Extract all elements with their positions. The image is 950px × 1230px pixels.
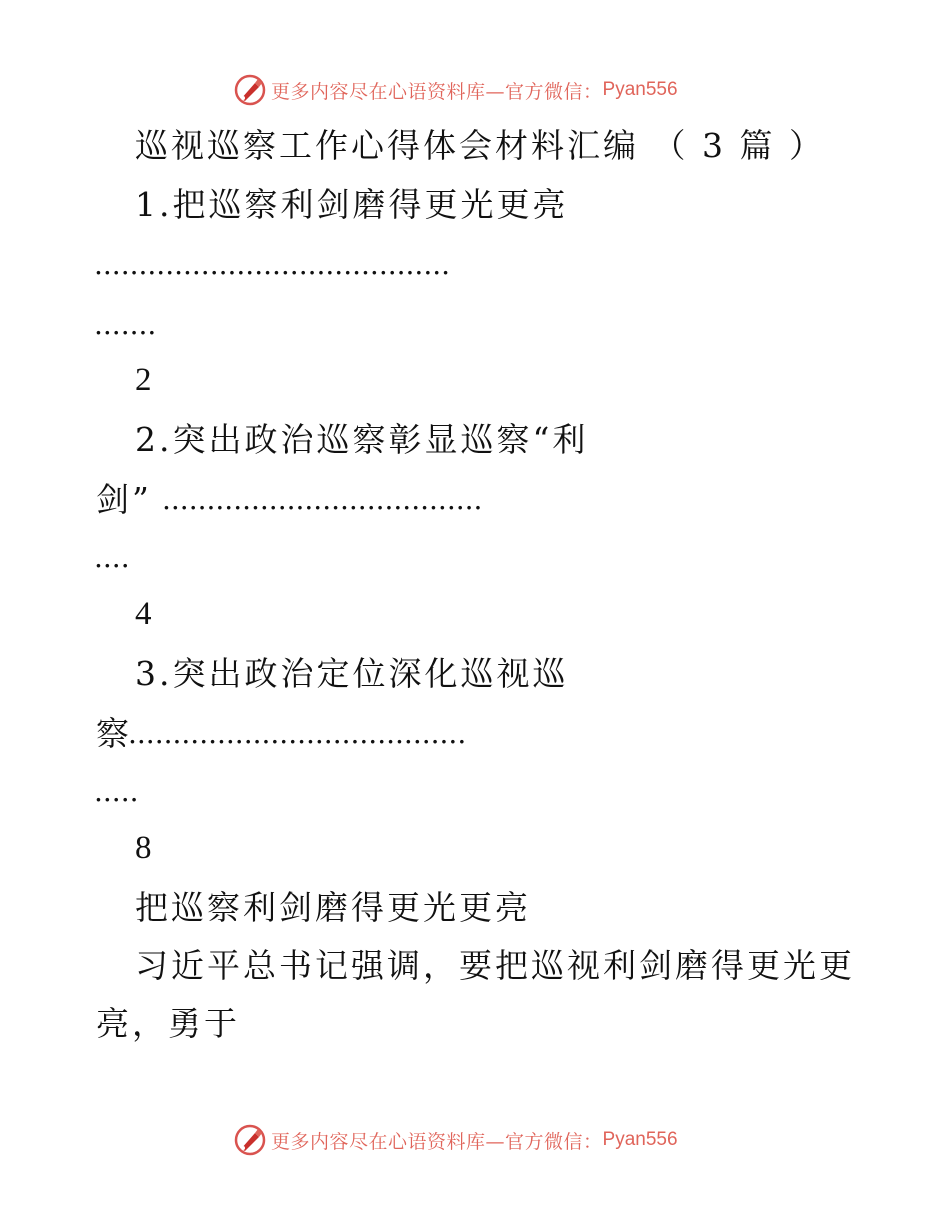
header-banner (233, 70, 678, 110)
toc-item-3-page: 8 (135, 830, 155, 866)
banner-text: 更多内容尽在心语资料库—官方微信： (271, 80, 603, 103)
toc-item-2-title-cont: 剑” (96, 480, 152, 519)
banner-text: 更多内容尽在心语资料库—官方微信： (271, 1130, 603, 1153)
pen-logo-icon (233, 1123, 267, 1157)
toc-item-3-title: 3.突出政治定位深化巡视巡 (135, 654, 569, 693)
document-title: 巡视巡察工作心得体会材料汇编 （ 3 篇 ） (135, 126, 825, 165)
pen-logo-icon (233, 73, 267, 107)
toc-item-2-leader-dots: .................................... (162, 483, 483, 516)
toc-item-2-title: 2.突出政治巡察彰显巡察“利 (135, 420, 589, 459)
toc-item-1-title: 1.把巡察利剑磨得更光更亮 (135, 185, 569, 224)
toc-item-1-leader-dots-cont: ....... (94, 308, 157, 341)
toc-item-1-leader-dots: ........................................ (94, 248, 451, 281)
toc-item-3-leader-dots: ...................................... (128, 717, 467, 750)
toc-item-1-page: 2 (135, 362, 155, 398)
body-paragraph-line-2: 亮，勇于 (96, 1004, 240, 1043)
banner-wechat-handle: Pyan556 (602, 1129, 678, 1150)
toc-item-3-leader-dots-cont: ..... (94, 775, 139, 808)
toc-item-2-page: 4 (135, 596, 155, 632)
section-heading: 把巡察利剑磨得更光更亮 (135, 888, 531, 927)
banner-wechat-handle: Pyan556 (602, 79, 678, 100)
toc-item-2-leader-dots-cont: .... (94, 541, 130, 574)
footer-banner (233, 1120, 678, 1160)
toc-item-3-title-cont: 察 (96, 714, 132, 753)
body-paragraph-line-1: 习近平总书记强调，要把巡视利剑磨得更光更 (135, 946, 855, 985)
